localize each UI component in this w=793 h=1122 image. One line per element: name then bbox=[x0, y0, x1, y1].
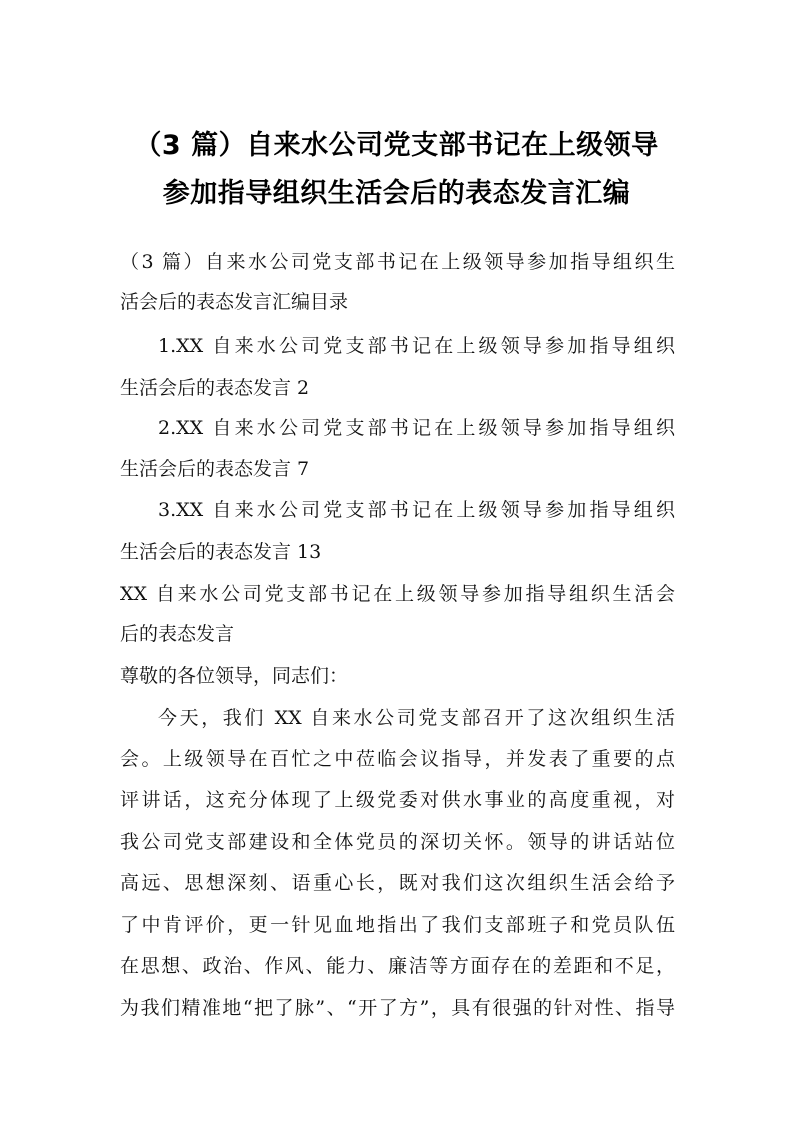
toc-entry-2-line-2: 生活会后的表态发言 7 bbox=[120, 458, 310, 480]
toc-entry-1-line-2: 生活会后的表态发言 2 bbox=[120, 377, 310, 399]
toc-entry-3-line-2: 生活会后的表态发言 13 bbox=[120, 541, 322, 563]
title-line-2: 参加指导组织生活会后的表态发言汇编 bbox=[162, 178, 631, 209]
toc-entry-2-line-1: 2.XX 自来水公司党支部书记在上级领导参加指导组织 bbox=[158, 417, 675, 439]
salutation: 尊敬的各位领导，同志们： bbox=[120, 665, 349, 687]
body-line-7: 在思想、政治、作风、能力、廉洁等方面存在的差距和不足， bbox=[120, 955, 675, 977]
section-heading-line-2: 后的表态发言 bbox=[120, 623, 235, 645]
body-line-3: 评讲话，这充分体现了上级党委对供水事业的高度重视，对 bbox=[120, 789, 675, 811]
body-line-8: 为我们精准地“把了脉”、“开了方”，具有很强的针对性、指导 bbox=[120, 997, 675, 1019]
title-line-1: （3 篇）自来水公司党支部书记在上级领导 bbox=[134, 130, 659, 161]
toc-heading-line-2: 活会后的表态发言汇编目录 bbox=[120, 291, 349, 313]
toc-entry-3-line-1: 3.XX 自来水公司党支部书记在上级领导参加指导组织 bbox=[158, 499, 675, 521]
toc-heading-line-1: （3 篇）自来水公司党支部书记在上级领导参加指导组织生 bbox=[120, 251, 675, 273]
toc-entry-1-line-1: 1.XX 自来水公司党支部书记在上级领导参加指导组织 bbox=[158, 335, 675, 357]
body-line-6: 了中肯评价，更一针见血地指出了我们支部班子和党员队伍 bbox=[120, 914, 675, 936]
body-line-2: 会。上级领导在百忙之中莅临会议指导，并发表了重要的点 bbox=[120, 748, 675, 770]
body-line-4: 我公司党支部建设和全体党员的深切关怀。领导的讲话站位 bbox=[120, 831, 675, 853]
section-heading-line-1: XX 自来水公司党支部书记在上级领导参加指导组织生活会 bbox=[120, 583, 675, 605]
body-line-5: 高远、思想深刻、语重心长，既对我们这次组织生活会给予 bbox=[120, 872, 675, 894]
document-title bbox=[100, 122, 693, 218]
body-line-1: 今天，我们 XX 自来水公司党支部召开了这次组织生活 bbox=[158, 707, 675, 729]
